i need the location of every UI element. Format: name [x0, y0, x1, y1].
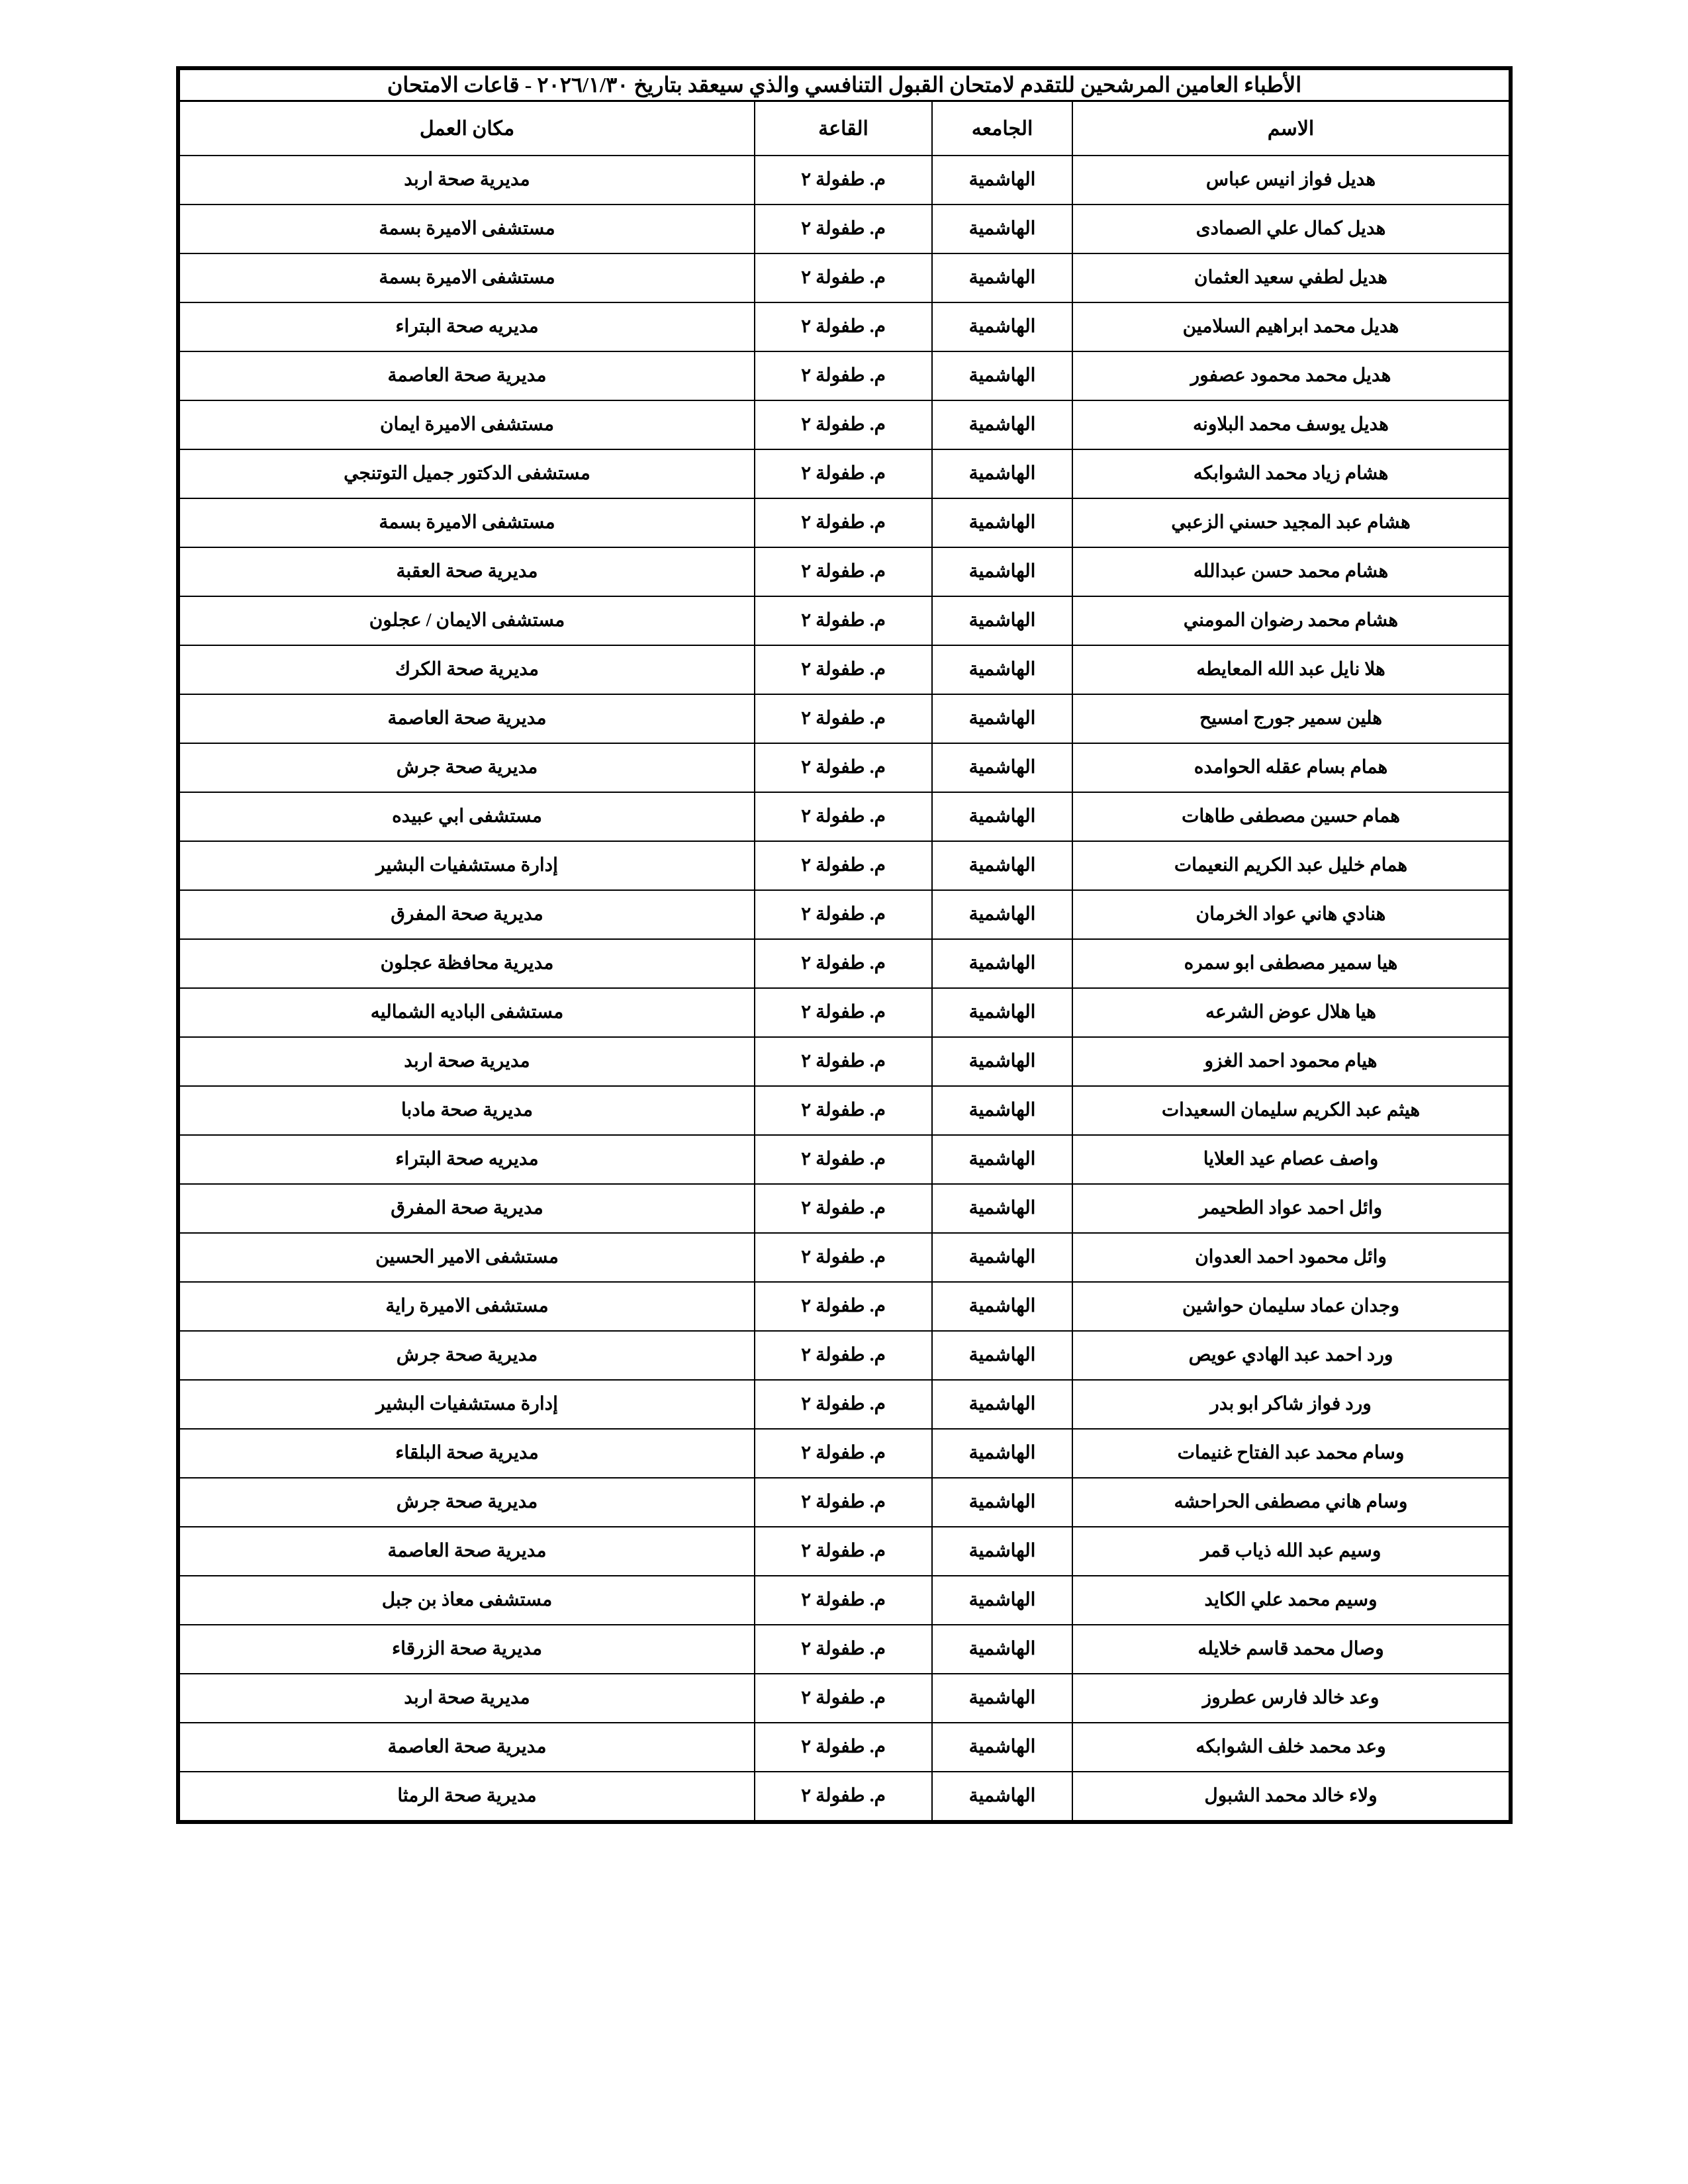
- cell-university: الهاشمية: [932, 1086, 1072, 1135]
- cell-university: الهاشمية: [932, 498, 1072, 547]
- table-row: [178, 1037, 1511, 1086]
- cell-university: الهاشمية: [932, 988, 1072, 1037]
- cell-hall: م. طفولة ٢: [755, 1282, 932, 1331]
- cell-workplace: مديرية صحة العاصمة: [178, 351, 755, 400]
- cell-workplace: مديرية صحة البلقاء: [178, 1429, 755, 1478]
- cell-hall: م. طفولة ٢: [755, 694, 932, 743]
- cell-university: الهاشمية: [932, 939, 1072, 988]
- cell-university: الهاشمية: [932, 156, 1072, 205]
- cell-university: الهاشمية: [932, 1674, 1072, 1723]
- title-row: [178, 68, 1511, 101]
- table-row: [178, 1184, 1511, 1233]
- cell-university: الهاشمية: [932, 547, 1072, 596]
- cell-hall: م. طفولة ٢: [755, 1723, 932, 1772]
- table-row: [178, 1233, 1511, 1282]
- cell-candidate-name: هيا سمير مصطفى ابو سمره: [1072, 939, 1511, 988]
- cell-university: الهاشمية: [932, 1478, 1072, 1527]
- cell-hall: م. طفولة ٢: [755, 1576, 932, 1625]
- cell-candidate-name: وصال محمد قاسم خلايله: [1072, 1625, 1511, 1674]
- column-header-university: الجامعه: [932, 101, 1072, 156]
- candidates-table: [176, 66, 1513, 1824]
- cell-workplace: مستشفى الايمان / عجلون: [178, 596, 755, 645]
- cell-workplace: مستشفى ابي عبيده: [178, 792, 755, 841]
- table-row: [178, 498, 1511, 547]
- cell-university: الهاشمية: [932, 1576, 1072, 1625]
- cell-workplace: مديرية محافظة عجلون: [178, 939, 755, 988]
- cell-hall: م. طفولة ٢: [755, 205, 932, 253]
- cell-hall: م. طفولة ٢: [755, 1674, 932, 1723]
- cell-candidate-name: هنادي هاني عواد الخرمان: [1072, 890, 1511, 939]
- cell-hall: م. طفولة ٢: [755, 1429, 932, 1478]
- cell-workplace: مستشفى الاميرة راية: [178, 1282, 755, 1331]
- cell-candidate-name: هشام محمد حسن عبدالله: [1072, 547, 1511, 596]
- cell-workplace: مديرية صحة الزرقاء: [178, 1625, 755, 1674]
- cell-hall: م. طفولة ٢: [755, 1772, 932, 1822]
- cell-workplace: مديرية صحة اربد: [178, 1037, 755, 1086]
- cell-candidate-name: وعد محمد خلف الشوابكه: [1072, 1723, 1511, 1772]
- table-row: [178, 694, 1511, 743]
- cell-candidate-name: وسام محمد عبد الفتاح غنيمات: [1072, 1429, 1511, 1478]
- table-row: [178, 351, 1511, 400]
- cell-candidate-name: هيام محمود احمد الغزو: [1072, 1037, 1511, 1086]
- cell-university: الهاشمية: [932, 1380, 1072, 1429]
- cell-hall: م. طفولة ٢: [755, 890, 932, 939]
- cell-university: الهاشمية: [932, 1233, 1072, 1282]
- cell-university: الهاشمية: [932, 302, 1072, 351]
- table-row: [178, 596, 1511, 645]
- cell-candidate-name: همام حسين مصطفى طاهات: [1072, 792, 1511, 841]
- cell-university: الهاشمية: [932, 351, 1072, 400]
- column-header-name: الاسم: [1072, 101, 1511, 156]
- cell-workplace: مديرية صحة جرش: [178, 1331, 755, 1380]
- cell-hall: م. طفولة ٢: [755, 449, 932, 498]
- table-row: [178, 1772, 1511, 1822]
- cell-university: الهاشمية: [932, 205, 1072, 253]
- cell-workplace: مستشفى الامير الحسين: [178, 1233, 755, 1282]
- table-row: [178, 449, 1511, 498]
- cell-hall: م. طفولة ٢: [755, 841, 932, 890]
- cell-hall: م. طفولة ٢: [755, 498, 932, 547]
- cell-workplace: مديرية صحة جرش: [178, 1478, 755, 1527]
- cell-hall: م. طفولة ٢: [755, 645, 932, 694]
- cell-hall: م. طفولة ٢: [755, 988, 932, 1037]
- cell-hall: م. طفولة ٢: [755, 939, 932, 988]
- cell-candidate-name: وائل احمد عواد الطحيمر: [1072, 1184, 1511, 1233]
- cell-university: الهاشمية: [932, 1037, 1072, 1086]
- cell-candidate-name: وسيم عبد الله ذياب قمر: [1072, 1527, 1511, 1576]
- cell-workplace: مستشفى الاميرة بسمة: [178, 253, 755, 302]
- cell-university: الهاشمية: [932, 1625, 1072, 1674]
- cell-candidate-name: هيا هلال عوض الشرعه: [1072, 988, 1511, 1037]
- cell-candidate-name: همام بسام عقله الحوامده: [1072, 743, 1511, 792]
- cell-candidate-name: هديل محمد محمود عصفور: [1072, 351, 1511, 400]
- table-row: [178, 1282, 1511, 1331]
- cell-candidate-name: ورد فواز شاكر ابو بدر: [1072, 1380, 1511, 1429]
- cell-hall: م. طفولة ٢: [755, 1086, 932, 1135]
- cell-university: الهاشمية: [932, 1282, 1072, 1331]
- cell-hall: م. طفولة ٢: [755, 1037, 932, 1086]
- cell-university: الهاشمية: [932, 1184, 1072, 1233]
- cell-workplace: مديرية صحة المفرق: [178, 1184, 755, 1233]
- cell-workplace: مستشفى الباديه الشماليه: [178, 988, 755, 1037]
- cell-hall: م. طفولة ٢: [755, 1331, 932, 1380]
- table-row: [178, 547, 1511, 596]
- table-row: [178, 890, 1511, 939]
- table-row: [178, 302, 1511, 351]
- table-row: [178, 1527, 1511, 1576]
- table-row: [178, 1380, 1511, 1429]
- table-row: [178, 743, 1511, 792]
- table-row: [178, 939, 1511, 988]
- cell-candidate-name: وجدان عماد سليمان حواشين: [1072, 1282, 1511, 1331]
- table-row: [178, 1576, 1511, 1625]
- cell-workplace: مديرية صحة الكرك: [178, 645, 755, 694]
- cell-workplace: مستشفى معاذ بن جبل: [178, 1576, 755, 1625]
- cell-candidate-name: واصف عصام عيد العلايا: [1072, 1135, 1511, 1184]
- table-row: [178, 400, 1511, 449]
- cell-candidate-name: هشام محمد رضوان المومني: [1072, 596, 1511, 645]
- cell-workplace: مديريه صحة البتراء: [178, 302, 755, 351]
- table-row: [178, 156, 1511, 205]
- column-header-row: [178, 101, 1511, 156]
- table-row: [178, 1674, 1511, 1723]
- cell-workplace: مديرية صحة الرمثا: [178, 1772, 755, 1822]
- cell-hall: م. طفولة ٢: [755, 1233, 932, 1282]
- cell-workplace: مديرية صحة العاصمة: [178, 694, 755, 743]
- cell-university: الهاشمية: [932, 645, 1072, 694]
- cell-hall: م. طفولة ٢: [755, 302, 932, 351]
- cell-candidate-name: ورد احمد عبد الهادي عويص: [1072, 1331, 1511, 1380]
- table-row: [178, 841, 1511, 890]
- cell-workplace: مديرية صحة العاصمة: [178, 1527, 755, 1576]
- cell-university: الهاشمية: [932, 841, 1072, 890]
- cell-university: الهاشمية: [932, 1135, 1072, 1184]
- cell-workplace: مديرية صحة اربد: [178, 1674, 755, 1723]
- cell-hall: م. طفولة ٢: [755, 253, 932, 302]
- cell-university: الهاشمية: [932, 449, 1072, 498]
- cell-candidate-name: هشام عبد المجيد حسني الزعبي: [1072, 498, 1511, 547]
- cell-university: الهاشمية: [932, 792, 1072, 841]
- cell-workplace: مستشفى الاميرة ايمان: [178, 400, 755, 449]
- cell-university: الهاشمية: [932, 1723, 1072, 1772]
- cell-candidate-name: هيثم عبد الكريم سليمان السعيدات: [1072, 1086, 1511, 1135]
- table-row: [178, 205, 1511, 253]
- cell-candidate-name: هلين سمير جورج امسيح: [1072, 694, 1511, 743]
- document-title: الأطباء العامين المرشحين للتقدم لامتحان القبول التنافسي والذي سيعقد بتاريخ ٢٠٢٦/١/٣٠ - قاعات الامتحان: [178, 68, 1511, 101]
- cell-hall: م. طفولة ٢: [755, 596, 932, 645]
- cell-candidate-name: همام خليل عبد الكريم النعيمات: [1072, 841, 1511, 890]
- cell-candidate-name: هديل كمال علي الصمادى: [1072, 205, 1511, 253]
- cell-hall: م. طفولة ٢: [755, 351, 932, 400]
- table-head: [178, 68, 1511, 156]
- column-header-workplace: مكان العمل: [178, 101, 755, 156]
- cell-hall: م. طفولة ٢: [755, 1478, 932, 1527]
- cell-university: الهاشمية: [932, 1527, 1072, 1576]
- cell-university: الهاشمية: [932, 1429, 1072, 1478]
- cell-university: الهاشمية: [932, 694, 1072, 743]
- cell-hall: م. طفولة ٢: [755, 156, 932, 205]
- cell-candidate-name: وائل محمود احمد العدوان: [1072, 1233, 1511, 1282]
- column-header-hall: القاعة: [755, 101, 932, 156]
- cell-workplace: مديرية صحة العقبة: [178, 547, 755, 596]
- cell-university: الهاشمية: [932, 890, 1072, 939]
- cell-hall: م. طفولة ٢: [755, 400, 932, 449]
- cell-workplace: إدارة مستشفيات البشير: [178, 841, 755, 890]
- cell-candidate-name: هديل لطفي سعيد العثمان: [1072, 253, 1511, 302]
- table-row: [178, 1625, 1511, 1674]
- cell-candidate-name: وسام هاني مصطفى الحراحشه: [1072, 1478, 1511, 1527]
- cell-candidate-name: وسيم محمد علي الكايد: [1072, 1576, 1511, 1625]
- cell-candidate-name: ولاء خالد محمد الشبول: [1072, 1772, 1511, 1822]
- table-row: [178, 1429, 1511, 1478]
- cell-candidate-name: هشام زياد محمد الشوابكه: [1072, 449, 1511, 498]
- cell-workplace: مستشفى الاميرة بسمة: [178, 498, 755, 547]
- cell-workplace: مديرية صحة مادبا: [178, 1086, 755, 1135]
- cell-university: الهاشمية: [932, 1331, 1072, 1380]
- cell-workplace: مديرية صحة العاصمة: [178, 1723, 755, 1772]
- cell-hall: م. طفولة ٢: [755, 1184, 932, 1233]
- cell-hall: م. طفولة ٢: [755, 1625, 932, 1674]
- cell-workplace: مستشفى الاميرة بسمة: [178, 205, 755, 253]
- cell-hall: م. طفولة ٢: [755, 547, 932, 596]
- table-row: [178, 1723, 1511, 1772]
- cell-candidate-name: هلا نايل عبد الله المعايطه: [1072, 645, 1511, 694]
- cell-university: الهاشمية: [932, 596, 1072, 645]
- table-row: [178, 1135, 1511, 1184]
- cell-hall: م. طفولة ٢: [755, 1527, 932, 1576]
- cell-workplace: إدارة مستشفيات البشير: [178, 1380, 755, 1429]
- cell-workplace: مديرية صحة المفرق: [178, 890, 755, 939]
- cell-university: الهاشمية: [932, 743, 1072, 792]
- table-row: [178, 253, 1511, 302]
- cell-university: الهاشمية: [932, 400, 1072, 449]
- table-row: [178, 988, 1511, 1037]
- cell-hall: م. طفولة ٢: [755, 1135, 932, 1184]
- cell-workplace: مديرية صحة اربد: [178, 156, 755, 205]
- table-row: [178, 1478, 1511, 1527]
- cell-candidate-name: هديل فواز انيس عباس: [1072, 156, 1511, 205]
- cell-university: الهاشمية: [932, 1772, 1072, 1822]
- cell-hall: م. طفولة ٢: [755, 1380, 932, 1429]
- table-row: [178, 1331, 1511, 1380]
- cell-university: الهاشمية: [932, 253, 1072, 302]
- table-row: [178, 1086, 1511, 1135]
- table-body: [178, 156, 1511, 1822]
- cell-hall: م. طفولة ٢: [755, 792, 932, 841]
- cell-workplace: مديريه صحة البتراء: [178, 1135, 755, 1184]
- table-row: [178, 792, 1511, 841]
- cell-candidate-name: هديل محمد ابراهيم السلامين: [1072, 302, 1511, 351]
- table-row: [178, 645, 1511, 694]
- cell-candidate-name: وعد خالد فارس عطروز: [1072, 1674, 1511, 1723]
- cell-workplace: مستشفى الدكتور جميل التوتنجي: [178, 449, 755, 498]
- cell-hall: م. طفولة ٢: [755, 743, 932, 792]
- cell-workplace: مديرية صحة جرش: [178, 743, 755, 792]
- cell-candidate-name: هديل يوسف محمد البلاونه: [1072, 400, 1511, 449]
